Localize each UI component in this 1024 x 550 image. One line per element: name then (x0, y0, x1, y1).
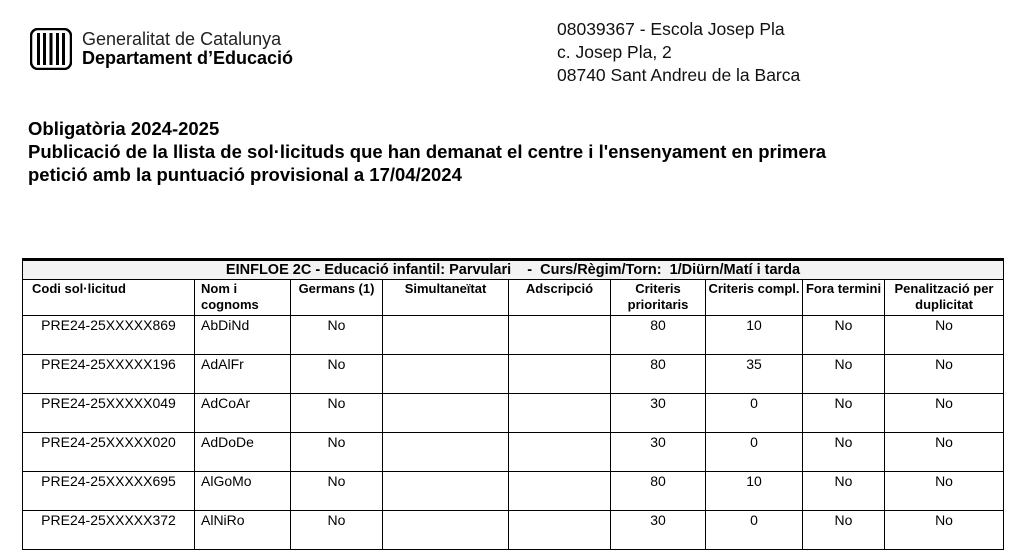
cell-fora: No (803, 355, 885, 394)
cell-compl: 10 (706, 472, 803, 511)
cell-name: AlGoMo (195, 472, 291, 511)
table-row (23, 355, 1004, 394)
cell-name: AdCoAr (195, 394, 291, 433)
cell-adscripcio (509, 355, 611, 394)
col-code-header: Codi sol·licitud (23, 280, 195, 316)
cell-penalitzacio: No (885, 472, 1004, 511)
cell-compl: 10 (706, 316, 803, 355)
table-row (23, 316, 1004, 355)
cell-code: PRE24-25XXXXX049 (23, 394, 195, 433)
cell-adscripcio (509, 433, 611, 472)
cell-prioritaris: 80 (611, 472, 706, 511)
cell-name: AdDoDe (195, 433, 291, 472)
col-fora-header: Fora termini (803, 280, 885, 316)
cell-prioritaris: 30 (611, 511, 706, 550)
col-germans-header: Germans (1) (291, 280, 383, 316)
cell-compl: 0 (706, 394, 803, 433)
group-heading: EINFLOE 2C - Educació infantil: Parvulari - Curs/Règim/Torn: 1/Diürn/Matí i tarda (23, 260, 1004, 280)
cell-adscripcio (509, 472, 611, 511)
cell-germans: No (291, 511, 383, 550)
cell-code: PRE24-25XXXXX869 (23, 316, 195, 355)
table-row (23, 511, 1004, 550)
col-name-header: Nom i cognoms (195, 280, 291, 316)
cell-germans: No (291, 316, 383, 355)
org-name: Generalitat de Catalunya (82, 29, 282, 49)
cell-name: AdAlFr (195, 355, 291, 394)
cell-code: PRE24-25XXXXX695 (23, 472, 195, 511)
col-adscripcio-header: Adscripció (509, 280, 611, 316)
col-penalitzacio-header: Penalització per duplicitat (885, 280, 1004, 316)
school-city: 08740 Sant Andreu de la Barca (557, 65, 801, 85)
cell-penalitzacio: No (885, 355, 1004, 394)
cell-simultaneitat (383, 472, 509, 511)
cell-compl: 0 (706, 433, 803, 472)
col-compl-header: Criteris compl. (706, 280, 803, 316)
title-line-3: petició amb la puntuació provisional a 17/04/2024 (28, 164, 462, 185)
table-row (23, 433, 1004, 472)
cell-germans: No (291, 355, 383, 394)
cell-compl: 35 (706, 355, 803, 394)
generalitat-emblem-icon (30, 28, 72, 70)
cell-penalitzacio: No (885, 511, 1004, 550)
cell-germans: No (291, 394, 383, 433)
cell-code: PRE24-25XXXXX196 (23, 355, 195, 394)
cell-fora: No (803, 316, 885, 355)
cell-adscripcio (509, 511, 611, 550)
school-code-name: 08039367 - Escola Josep Pla (557, 19, 785, 39)
generalitat-logo (30, 28, 293, 70)
title-line-1: Obligatòria 2024-2025 (28, 118, 220, 139)
department-name: Departament d’Educació (82, 48, 294, 68)
cell-simultaneitat (383, 433, 509, 472)
cell-code: PRE24-25XXXXX372 (23, 511, 195, 550)
cell-prioritaris: 80 (611, 355, 706, 394)
cell-penalitzacio: No (885, 316, 1004, 355)
cell-simultaneitat (383, 316, 509, 355)
cell-fora: No (803, 394, 885, 433)
table-row (23, 394, 1004, 433)
table-row (23, 472, 1004, 511)
cell-germans: No (291, 472, 383, 511)
col-simultaneitat-header: Simultaneïtat (383, 280, 509, 316)
cell-simultaneitat (383, 394, 509, 433)
cell-prioritaris: 30 (611, 433, 706, 472)
cell-adscripcio (509, 316, 611, 355)
school-address (557, 18, 800, 87)
cell-code: PRE24-25XXXXX020 (23, 433, 195, 472)
cell-simultaneitat (383, 355, 509, 394)
col-prioritaris-header: Criteris prioritaris (611, 280, 706, 316)
title-line-2: Publicació de la llista de sol·licituds que han demanat el centre i l'ensenyament en primera (28, 141, 827, 162)
cell-prioritaris: 80 (611, 316, 706, 355)
cell-prioritaris: 30 (611, 394, 706, 433)
cell-fora: No (803, 433, 885, 472)
cell-name: AbDiNd (195, 316, 291, 355)
cell-fora: No (803, 511, 885, 550)
cell-simultaneitat (383, 511, 509, 550)
cell-adscripcio (509, 394, 611, 433)
document-title (28, 117, 1008, 186)
cell-fora: No (803, 472, 885, 511)
school-street: c. Josep Pla, 2 (557, 42, 672, 62)
cell-name: AlNiRo (195, 511, 291, 550)
cell-penalitzacio: No (885, 394, 1004, 433)
cell-penalitzacio: No (885, 433, 1004, 472)
cell-compl: 0 (706, 511, 803, 550)
applications-table (22, 258, 1004, 550)
cell-germans: No (291, 433, 383, 472)
